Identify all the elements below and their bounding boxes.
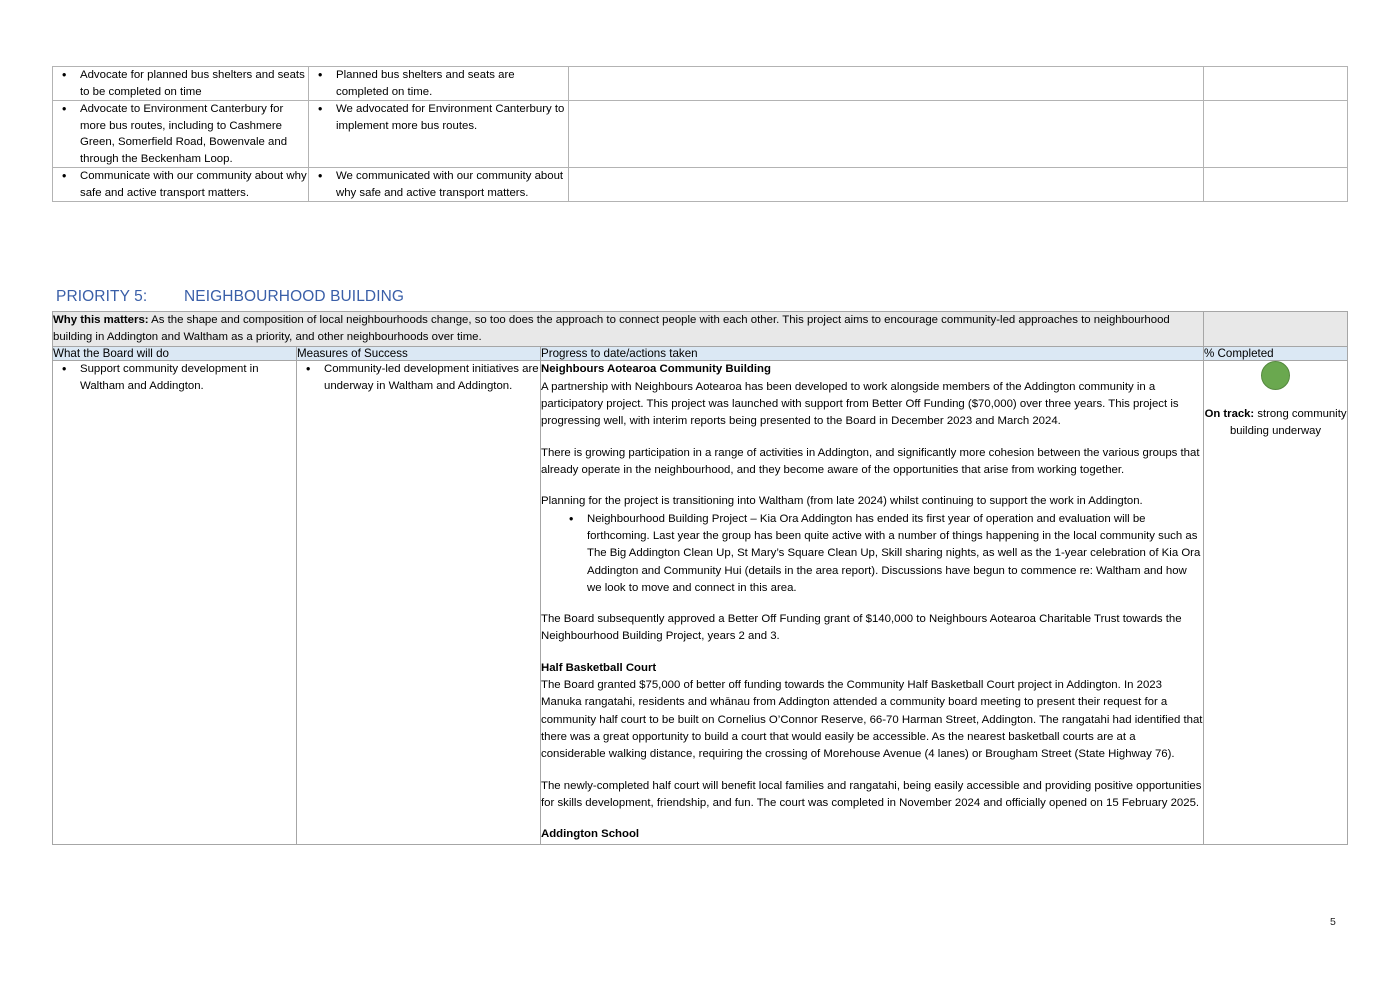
progress-paragraph: Planning for the project is transitioning into Waltham (from late 2024) whilst continuing to support the work in Addington.: [541, 495, 1143, 508]
list-item: • Community-led development initiatives are underway in Waltham and Addington.: [297, 361, 540, 394]
completed-cell: [1204, 101, 1348, 168]
why-this-matters-text: As the shape and composition of local neighbourhoods change, so too does the approach to connect people with each other. This project aims to encourage community-led approaches to neighbourhood building in Addington and Waltham as a priority, and other neighbourhoods over time.: [53, 314, 1170, 344]
table-header-row: [53, 347, 1348, 361]
why-this-matters-cell: [53, 312, 1204, 347]
action-cell: [53, 168, 309, 202]
progress-subheading: Half Basketball Court: [541, 661, 657, 674]
progress-paragraph: The Board granted $75,000 of better off funding towards the Community Half Basketball Court project in Addington. In 2023 Manuka rangatahi, residents and whānau from Addington attended a community board meeting to present their request for a community half court to be built on Cornelius O’Connor Reserve, 66-70 Harman Street, Addington. The rangatahi had identified that there was a great opportunity to build a court that would easily be accessible. As the nearest basketball courts are at a considerable walking distance, requiring the crossing of Morehouse Avenue (4 lanes) or Brougham Street (State Highway 76).: [541, 679, 1203, 761]
priority-title: NEIGHBOURHOOD BUILDING: [184, 288, 405, 305]
green-circle-status-icon: [1261, 361, 1290, 390]
progress-paragraph: There is growing participation in a range of activities in Addington, and significantly more cohesion between the various groups that already operate in the neighbourhood, and they become aware of the opportunities that arise from working together.: [541, 446, 1200, 476]
measure-cell: [297, 361, 541, 845]
action-cell: [53, 101, 309, 168]
progress-paragraph: The newly-completed half court will benefit local families and rangatahi, being easily accessible and providing positive opportunities for skills development, friendship, and fun. The court was completed in November 2024 and officially opened on 15 February 2025.: [541, 779, 1202, 810]
progress-subheading: Addington School: [541, 828, 640, 841]
why-this-matters-label: Why this matters:: [53, 314, 149, 326]
priority-table: [52, 311, 1348, 845]
list-item: • Planned bus shelters and seats are completed on time.: [309, 67, 568, 100]
list-item: • Support community development in Waltham and Addington.: [53, 361, 296, 394]
table-row: [53, 168, 1348, 202]
transport-actions-table: [52, 66, 1348, 202]
progress-paragraph: The Board subsequently approved a Better Off Funding grant of $140,000 to Neighbours Aotearoa Charitable Trust towards the Neighbourhood Building Project, years 2 and 3.: [541, 613, 1182, 643]
measure-cell: [309, 101, 569, 168]
priority-label: PRIORITY 5:: [56, 288, 148, 305]
page-title: [56, 288, 404, 306]
progress-cell: [569, 67, 1204, 101]
table-row: [53, 361, 1348, 845]
column-header-percent-completed: % Completed: [1204, 347, 1348, 361]
page-number: 5: [1330, 916, 1336, 928]
list-item: • Neighbourhood Building Project – Kia Ora Addington has ended its first year of operation and evaluation will be forthcoming. Last year the group has been quite active with a number of things happening in the local community such as The Big Addington Clean Up, St Mary’s Square Clean Up, Skill sharing nights, as well as the 1-year celebration of Kia Ora Addington and Community Hui (details in the area report). Discussions have begun to commence re: Waltham and how we look to move and connect in this area.: [541, 511, 1203, 598]
status-description: strong community building underway: [1229, 408, 1347, 438]
measure-cell: [309, 67, 569, 101]
progress-cell: [569, 101, 1204, 168]
list-item: • Communicate with our community about why safe and active transport matters.: [53, 168, 308, 201]
action-cell: [53, 67, 309, 101]
list-item: • Advocate for planned bus shelters and seats to be completed on time: [53, 67, 308, 100]
progress-cell: [541, 361, 1204, 845]
progress-cell: [569, 168, 1204, 202]
list-item: • Advocate to Environment Canterbury for more bus routes, including to Cashmere Green, Somerfield Road, Bowenvale and through the Beckenham Loop.: [53, 101, 308, 167]
progress-paragraph: A partnership with Neighbours Aotearoa has been developed to work alongside members of the Addington community in a participatory project. This project was launched with support from Better Off Funding ($70,000) over three years. This project is progressing well, with interim reports being presented to the Board in December 2023 and March 2024.: [541, 380, 1179, 428]
table-row: [53, 67, 1348, 101]
column-header-what-board-will-do: What the Board will do: [53, 347, 297, 361]
column-header-measures-of-success: Measures of Success: [297, 347, 541, 361]
why-this-matters-row: [53, 312, 1348, 347]
table-row: [53, 101, 1348, 168]
column-header-progress-to-date: Progress to date/actions taken: [541, 347, 1204, 361]
list-item: • We communicated with our community about why safe and active transport matters.: [309, 168, 568, 201]
why-this-matters-spacer: [1204, 312, 1348, 347]
status-badge: [1204, 406, 1347, 440]
progress-bullet-list: [541, 511, 1203, 598]
completed-cell: [1204, 67, 1348, 101]
measure-cell: [309, 168, 569, 202]
list-item: • We advocated for Environment Canterbury to implement more bus routes.: [309, 101, 568, 134]
progress-subheading: Neighbours Aotearoa Community Building: [541, 363, 771, 376]
completed-cell: [1204, 168, 1348, 202]
status-label: On track:: [1204, 408, 1255, 421]
action-cell: [53, 361, 297, 845]
status-cell: [1204, 361, 1348, 845]
